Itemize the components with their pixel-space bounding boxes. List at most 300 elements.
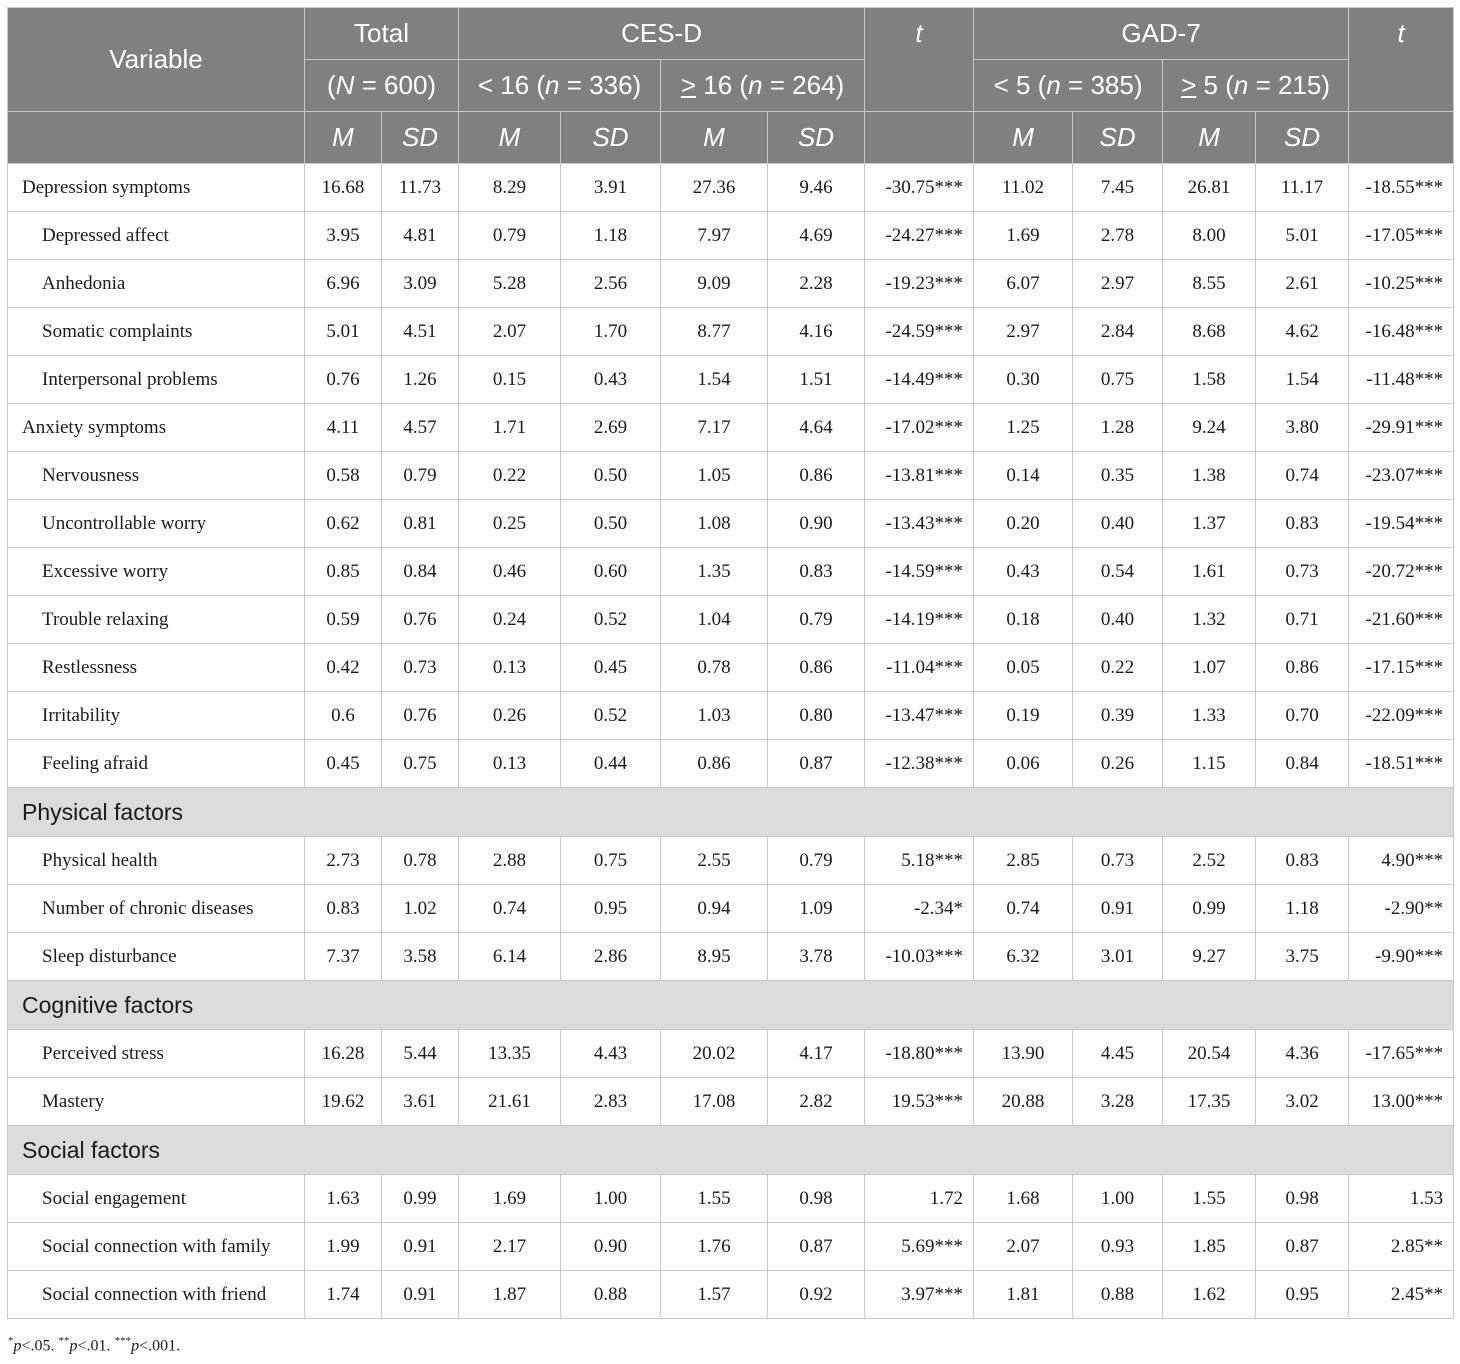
stat-cell: 1.99	[305, 1223, 382, 1271]
stat-cell: 9.46	[768, 164, 865, 212]
stat-cell: 0.71	[1256, 596, 1349, 644]
stat-cell: 2.07	[974, 1223, 1073, 1271]
stat-cell: 7.45	[1073, 164, 1163, 212]
stat-cell: 1.38	[1163, 452, 1256, 500]
table-row	[8, 548, 1454, 596]
stat-cell: 0.70	[1256, 692, 1349, 740]
stat-cell: 4.51	[382, 308, 459, 356]
t-value-cell: -18.80***	[865, 1030, 974, 1078]
row-label: Uncontrollable worry	[8, 500, 305, 548]
table-row	[8, 1030, 1454, 1078]
stat-cell: 0.91	[382, 1223, 459, 1271]
stat-cell: 1.51	[768, 356, 865, 404]
stat-cell: 4.11	[305, 404, 382, 452]
stat-cell: 1.04	[661, 596, 768, 644]
stat-cell: 0.52	[561, 596, 661, 644]
stat-cell: 3.61	[382, 1078, 459, 1126]
stat-cell: 0.58	[305, 452, 382, 500]
stat-cell: 0.73	[382, 644, 459, 692]
t-value-cell: -13.47***	[865, 692, 974, 740]
row-label: Excessive worry	[8, 548, 305, 596]
stat-cell: 0.14	[974, 452, 1073, 500]
t-header-gad7: t	[1349, 8, 1454, 112]
stat-cell: 0.6	[305, 692, 382, 740]
sd-header: SD	[382, 112, 459, 164]
stat-cell: 0.88	[561, 1271, 661, 1319]
variable-header: Variable	[8, 8, 305, 112]
row-label: Physical health	[8, 837, 305, 885]
stat-cell: 0.86	[768, 644, 865, 692]
stat-cell: 0.98	[1256, 1175, 1349, 1223]
stat-cell: 4.45	[1073, 1030, 1163, 1078]
stat-cell: 2.86	[561, 933, 661, 981]
stat-cell: 1.33	[1163, 692, 1256, 740]
table-header	[8, 8, 1454, 164]
stat-cell: 1.25	[974, 404, 1073, 452]
t-value-cell: -22.09***	[1349, 692, 1454, 740]
table-row	[8, 644, 1454, 692]
stat-cell: 2.55	[661, 837, 768, 885]
row-label: Social engagement	[8, 1175, 305, 1223]
t-value-cell: 4.90***	[1349, 837, 1454, 885]
t-value-cell: -10.25***	[1349, 260, 1454, 308]
stat-cell: 0.76	[382, 692, 459, 740]
row-label: Depression symptoms	[8, 164, 305, 212]
footnote: *p<.05. **p<.01. ***p<.001.	[8, 1335, 181, 1355]
stat-cell: 2.85	[974, 837, 1073, 885]
stat-cell: 1.55	[661, 1175, 768, 1223]
stat-cell: 0.75	[561, 837, 661, 885]
t-value-cell: -17.05***	[1349, 212, 1454, 260]
stat-cell: 2.73	[305, 837, 382, 885]
t-value-cell: 2.85**	[1349, 1223, 1454, 1271]
mean-header: M	[459, 112, 561, 164]
stat-cell: 0.45	[561, 644, 661, 692]
stat-cell: 1.76	[661, 1223, 768, 1271]
stat-cell: 4.43	[561, 1030, 661, 1078]
stat-cell: 1.05	[661, 452, 768, 500]
stat-cell: 0.87	[1256, 1223, 1349, 1271]
stat-cell: 0.74	[459, 885, 561, 933]
stat-cell: 0.46	[459, 548, 561, 596]
row-label: Sleep disturbance	[8, 933, 305, 981]
table-row	[8, 404, 1454, 452]
t-value-cell: 5.18***	[865, 837, 974, 885]
table-row	[8, 692, 1454, 740]
stat-cell: 4.57	[382, 404, 459, 452]
stat-cell: 1.28	[1073, 404, 1163, 452]
stat-cell: 1.85	[1163, 1223, 1256, 1271]
stat-cell: 5.28	[459, 260, 561, 308]
total-header: Total	[305, 8, 459, 60]
table-row	[8, 1175, 1454, 1223]
stat-cell: 0.98	[768, 1175, 865, 1223]
stat-cell: 11.02	[974, 164, 1073, 212]
stat-cell: 0.74	[1256, 452, 1349, 500]
table-row	[8, 308, 1454, 356]
gad7-high-header: > 5 (n = 215)	[1163, 60, 1349, 112]
stat-cell: 0.75	[1073, 356, 1163, 404]
stat-cell: 0.25	[459, 500, 561, 548]
t-value-cell: -17.65***	[1349, 1030, 1454, 1078]
stat-cell: 0.60	[561, 548, 661, 596]
sd-header: SD	[561, 112, 661, 164]
stat-cell: 3.28	[1073, 1078, 1163, 1126]
row-label: Anhedonia	[8, 260, 305, 308]
stat-cell: 0.91	[1073, 885, 1163, 933]
stat-cell: 4.81	[382, 212, 459, 260]
stat-cell: 3.01	[1073, 933, 1163, 981]
stat-cell: 0.52	[561, 692, 661, 740]
table-row	[8, 933, 1454, 981]
stat-cell: 3.75	[1256, 933, 1349, 981]
stat-cell: 17.08	[661, 1078, 768, 1126]
stat-cell: 0.78	[661, 644, 768, 692]
stat-cell: 0.73	[1256, 548, 1349, 596]
table-row	[8, 1078, 1454, 1126]
stat-cell: 0.50	[561, 452, 661, 500]
stat-cell: 1.18	[561, 212, 661, 260]
stat-cell: 0.83	[768, 548, 865, 596]
stat-cell: 0.54	[1073, 548, 1163, 596]
stat-cell: 1.00	[1073, 1175, 1163, 1223]
gad7-low-header: < 5 (n = 385)	[974, 60, 1163, 112]
stat-cell: 1.62	[1163, 1271, 1256, 1319]
t-value-cell: -13.81***	[865, 452, 974, 500]
stat-cell: 0.79	[382, 452, 459, 500]
stat-cell: 2.88	[459, 837, 561, 885]
stat-cell: 0.80	[768, 692, 865, 740]
table-row	[8, 452, 1454, 500]
t-value-cell: -16.48***	[1349, 308, 1454, 356]
stat-cell: 20.54	[1163, 1030, 1256, 1078]
t-value-cell: 13.00***	[1349, 1078, 1454, 1126]
stat-cell: 0.90	[768, 500, 865, 548]
t-value-cell: -2.34*	[865, 885, 974, 933]
stat-cell: 4.36	[1256, 1030, 1349, 1078]
stat-cell: 2.52	[1163, 837, 1256, 885]
stat-cell: 8.68	[1163, 308, 1256, 356]
stat-cell: 0.39	[1073, 692, 1163, 740]
stat-cell: 0.22	[1073, 644, 1163, 692]
row-label: Feeling afraid	[8, 740, 305, 788]
cesd-header: CES-D	[459, 8, 865, 60]
stat-cell: 0.99	[1163, 885, 1256, 933]
row-label: Mastery	[8, 1078, 305, 1126]
t-value-cell: 19.53***	[865, 1078, 974, 1126]
mean-header: M	[974, 112, 1073, 164]
t-value-cell: -9.90***	[1349, 933, 1454, 981]
stat-cell: 1.69	[974, 212, 1073, 260]
stat-cell: 0.24	[459, 596, 561, 644]
t-value-cell: -14.19***	[865, 596, 974, 644]
stat-cell: 2.28	[768, 260, 865, 308]
stat-cell: 5.44	[382, 1030, 459, 1078]
stat-cell: 1.00	[561, 1175, 661, 1223]
stat-cell: 0.75	[382, 740, 459, 788]
stat-cell: 0.35	[1073, 452, 1163, 500]
t-header-cesd: t	[865, 8, 974, 112]
stat-cell: 0.79	[768, 837, 865, 885]
stat-cell: 3.09	[382, 260, 459, 308]
stat-cell: 0.95	[1256, 1271, 1349, 1319]
stat-cell: 7.17	[661, 404, 768, 452]
row-label: Restlessness	[8, 644, 305, 692]
stat-cell: 0.30	[974, 356, 1073, 404]
table-row	[8, 740, 1454, 788]
t-value-cell: -13.43***	[865, 500, 974, 548]
t-value-cell: 5.69***	[865, 1223, 974, 1271]
stat-cell: 8.55	[1163, 260, 1256, 308]
stat-cell: 3.58	[382, 933, 459, 981]
stat-cell: 0.62	[305, 500, 382, 548]
stat-cell: 27.36	[661, 164, 768, 212]
t-value-cell: -24.27***	[865, 212, 974, 260]
stat-cell: 1.18	[1256, 885, 1349, 933]
t-value-cell: -10.03***	[865, 933, 974, 981]
gad7-header: GAD-7	[974, 8, 1349, 60]
stat-cell: 2.69	[561, 404, 661, 452]
stat-cell: 11.17	[1256, 164, 1349, 212]
table-body	[8, 164, 1454, 1319]
stat-cell: 1.02	[382, 885, 459, 933]
row-label: Anxiety symptoms	[8, 404, 305, 452]
stat-cell: 1.32	[1163, 596, 1256, 644]
sd-header: SD	[1073, 112, 1163, 164]
stat-cell: 0.26	[1073, 740, 1163, 788]
stat-cell: 17.35	[1163, 1078, 1256, 1126]
table-row	[8, 1271, 1454, 1319]
descriptive-statistics-table	[7, 7, 1454, 1319]
table-row	[8, 356, 1454, 404]
t-value-cell: -19.23***	[865, 260, 974, 308]
variable-header-spacer	[8, 112, 305, 164]
stat-cell: 1.09	[768, 885, 865, 933]
stat-cell: 0.83	[305, 885, 382, 933]
stat-cell: 2.97	[974, 308, 1073, 356]
stat-cell: 0.87	[768, 1223, 865, 1271]
section-row	[8, 788, 1454, 837]
stat-cell: 4.17	[768, 1030, 865, 1078]
table-row	[8, 260, 1454, 308]
stat-cell: 4.69	[768, 212, 865, 260]
stat-cell: 1.15	[1163, 740, 1256, 788]
stat-cell: 3.91	[561, 164, 661, 212]
stat-cell: 0.95	[561, 885, 661, 933]
stat-cell: 1.35	[661, 548, 768, 596]
stat-cell: 0.99	[382, 1175, 459, 1223]
table-row	[8, 500, 1454, 548]
row-label: Perceived stress	[8, 1030, 305, 1078]
stat-cell: 8.00	[1163, 212, 1256, 260]
stat-cell: 0.74	[974, 885, 1073, 933]
stat-cell: 4.62	[1256, 308, 1349, 356]
stat-cell: 0.45	[305, 740, 382, 788]
stat-cell: 0.73	[1073, 837, 1163, 885]
stat-cell: 0.05	[974, 644, 1073, 692]
t-header-spacer	[1349, 112, 1454, 164]
stat-cell: 16.28	[305, 1030, 382, 1078]
t-value-cell: 1.53	[1349, 1175, 1454, 1223]
table-row	[8, 1223, 1454, 1271]
stat-cell: 2.82	[768, 1078, 865, 1126]
t-value-cell: 1.72	[865, 1175, 974, 1223]
t-header-spacer	[865, 112, 974, 164]
stat-cell: 9.27	[1163, 933, 1256, 981]
stat-cell: 8.95	[661, 933, 768, 981]
stat-cell: 13.90	[974, 1030, 1073, 1078]
sd-header: SD	[768, 112, 865, 164]
stat-cell: 6.96	[305, 260, 382, 308]
stat-cell: 0.26	[459, 692, 561, 740]
section-row	[8, 1126, 1454, 1175]
stat-cell: 8.77	[661, 308, 768, 356]
stat-cell: 4.16	[768, 308, 865, 356]
stat-cell: 0.06	[974, 740, 1073, 788]
table-row	[8, 596, 1454, 644]
stat-cell: 1.74	[305, 1271, 382, 1319]
t-value-cell: -29.91***	[1349, 404, 1454, 452]
stat-cell: 11.73	[382, 164, 459, 212]
sd-header: SD	[1256, 112, 1349, 164]
stat-cell: 0.83	[1256, 837, 1349, 885]
stat-cell: 2.61	[1256, 260, 1349, 308]
t-value-cell: -2.90**	[1349, 885, 1454, 933]
t-value-cell: -11.48***	[1349, 356, 1454, 404]
stat-cell: 20.02	[661, 1030, 768, 1078]
table-row	[8, 164, 1454, 212]
t-value-cell: -14.59***	[865, 548, 974, 596]
stat-cell: 0.15	[459, 356, 561, 404]
stat-cell: 0.43	[974, 548, 1073, 596]
row-label: Trouble relaxing	[8, 596, 305, 644]
stat-cell: 0.19	[974, 692, 1073, 740]
row-label: Somatic complaints	[8, 308, 305, 356]
stat-cell: 1.58	[1163, 356, 1256, 404]
section-row	[8, 981, 1454, 1030]
section-title: Social factors	[8, 1126, 1454, 1175]
table-row	[8, 837, 1454, 885]
stat-cell: 19.62	[305, 1078, 382, 1126]
stat-cell: 9.24	[1163, 404, 1256, 452]
stat-cell: 0.88	[1073, 1271, 1163, 1319]
stat-cell: 0.44	[561, 740, 661, 788]
stat-cell: 0.86	[768, 452, 865, 500]
stat-cell: 1.07	[1163, 644, 1256, 692]
stat-cell: 5.01	[1256, 212, 1349, 260]
stat-cell: 1.57	[661, 1271, 768, 1319]
stat-cell: 0.22	[459, 452, 561, 500]
total-n-header: (N = 600)	[305, 60, 459, 112]
stat-cell: 0.59	[305, 596, 382, 644]
table-row	[8, 212, 1454, 260]
stat-cell: 1.87	[459, 1271, 561, 1319]
row-label: Number of chronic diseases	[8, 885, 305, 933]
stat-cell: 0.90	[561, 1223, 661, 1271]
t-value-cell: 2.45**	[1349, 1271, 1454, 1319]
stat-cell: 20.88	[974, 1078, 1073, 1126]
stat-cell: 13.35	[459, 1030, 561, 1078]
stat-cell: 0.94	[661, 885, 768, 933]
stat-cell: 1.03	[661, 692, 768, 740]
stat-cell: 0.40	[1073, 500, 1163, 548]
mean-header: M	[661, 112, 768, 164]
row-label: Irritability	[8, 692, 305, 740]
t-value-cell: -11.04***	[865, 644, 974, 692]
stat-cell: 1.70	[561, 308, 661, 356]
section-title: Physical factors	[8, 788, 1454, 837]
stat-cell: 1.61	[1163, 548, 1256, 596]
row-label: Interpersonal problems	[8, 356, 305, 404]
row-label: Nervousness	[8, 452, 305, 500]
stat-cell: 1.68	[974, 1175, 1073, 1223]
stat-cell: 0.76	[382, 596, 459, 644]
stat-cell: 4.64	[768, 404, 865, 452]
stat-cell: 0.18	[974, 596, 1073, 644]
stat-cell: 0.87	[768, 740, 865, 788]
stat-cell: 1.55	[1163, 1175, 1256, 1223]
cesd-low-header: < 16 (n = 336)	[459, 60, 661, 112]
stat-cell: 1.08	[661, 500, 768, 548]
table-row	[8, 885, 1454, 933]
stat-cell: 0.84	[1256, 740, 1349, 788]
stat-cell: 26.81	[1163, 164, 1256, 212]
stat-cell: 0.79	[768, 596, 865, 644]
row-label: Social connection with family	[8, 1223, 305, 1271]
stat-cell: 21.61	[459, 1078, 561, 1126]
stat-cell: 0.76	[305, 356, 382, 404]
stat-cell: 0.92	[768, 1271, 865, 1319]
stat-cell: 0.50	[561, 500, 661, 548]
row-label: Social connection with friend	[8, 1271, 305, 1319]
stat-cell: 0.13	[459, 740, 561, 788]
row-label: Depressed affect	[8, 212, 305, 260]
stat-cell: 0.42	[305, 644, 382, 692]
t-value-cell: -24.59***	[865, 308, 974, 356]
stat-cell: 7.37	[305, 933, 382, 981]
t-value-cell: -20.72***	[1349, 548, 1454, 596]
stat-cell: 7.97	[661, 212, 768, 260]
stat-cell: 2.17	[459, 1223, 561, 1271]
stat-cell: 1.71	[459, 404, 561, 452]
stat-cell: 3.02	[1256, 1078, 1349, 1126]
t-value-cell: -14.49***	[865, 356, 974, 404]
stat-cell: 0.84	[382, 548, 459, 596]
stat-cell: 16.68	[305, 164, 382, 212]
stat-cell: 1.26	[382, 356, 459, 404]
stat-cell: 1.54	[1256, 356, 1349, 404]
stat-cell: 0.40	[1073, 596, 1163, 644]
stat-cell: 3.78	[768, 933, 865, 981]
t-value-cell: -17.02***	[865, 404, 974, 452]
stat-cell: 6.07	[974, 260, 1073, 308]
stat-cell: 1.69	[459, 1175, 561, 1223]
stat-cell: 9.09	[661, 260, 768, 308]
t-value-cell: -23.07***	[1349, 452, 1454, 500]
stat-cell: 1.63	[305, 1175, 382, 1223]
stat-cell: 0.86	[1256, 644, 1349, 692]
stat-cell: 0.20	[974, 500, 1073, 548]
t-value-cell: 3.97***	[865, 1271, 974, 1319]
stat-cell: 0.81	[382, 500, 459, 548]
stat-cell: 2.07	[459, 308, 561, 356]
section-title: Cognitive factors	[8, 981, 1454, 1030]
stat-cell: 8.29	[459, 164, 561, 212]
t-value-cell: -12.38***	[865, 740, 974, 788]
stat-cell: 0.91	[382, 1271, 459, 1319]
stat-cell: 0.85	[305, 548, 382, 596]
stat-cell: 3.80	[1256, 404, 1349, 452]
